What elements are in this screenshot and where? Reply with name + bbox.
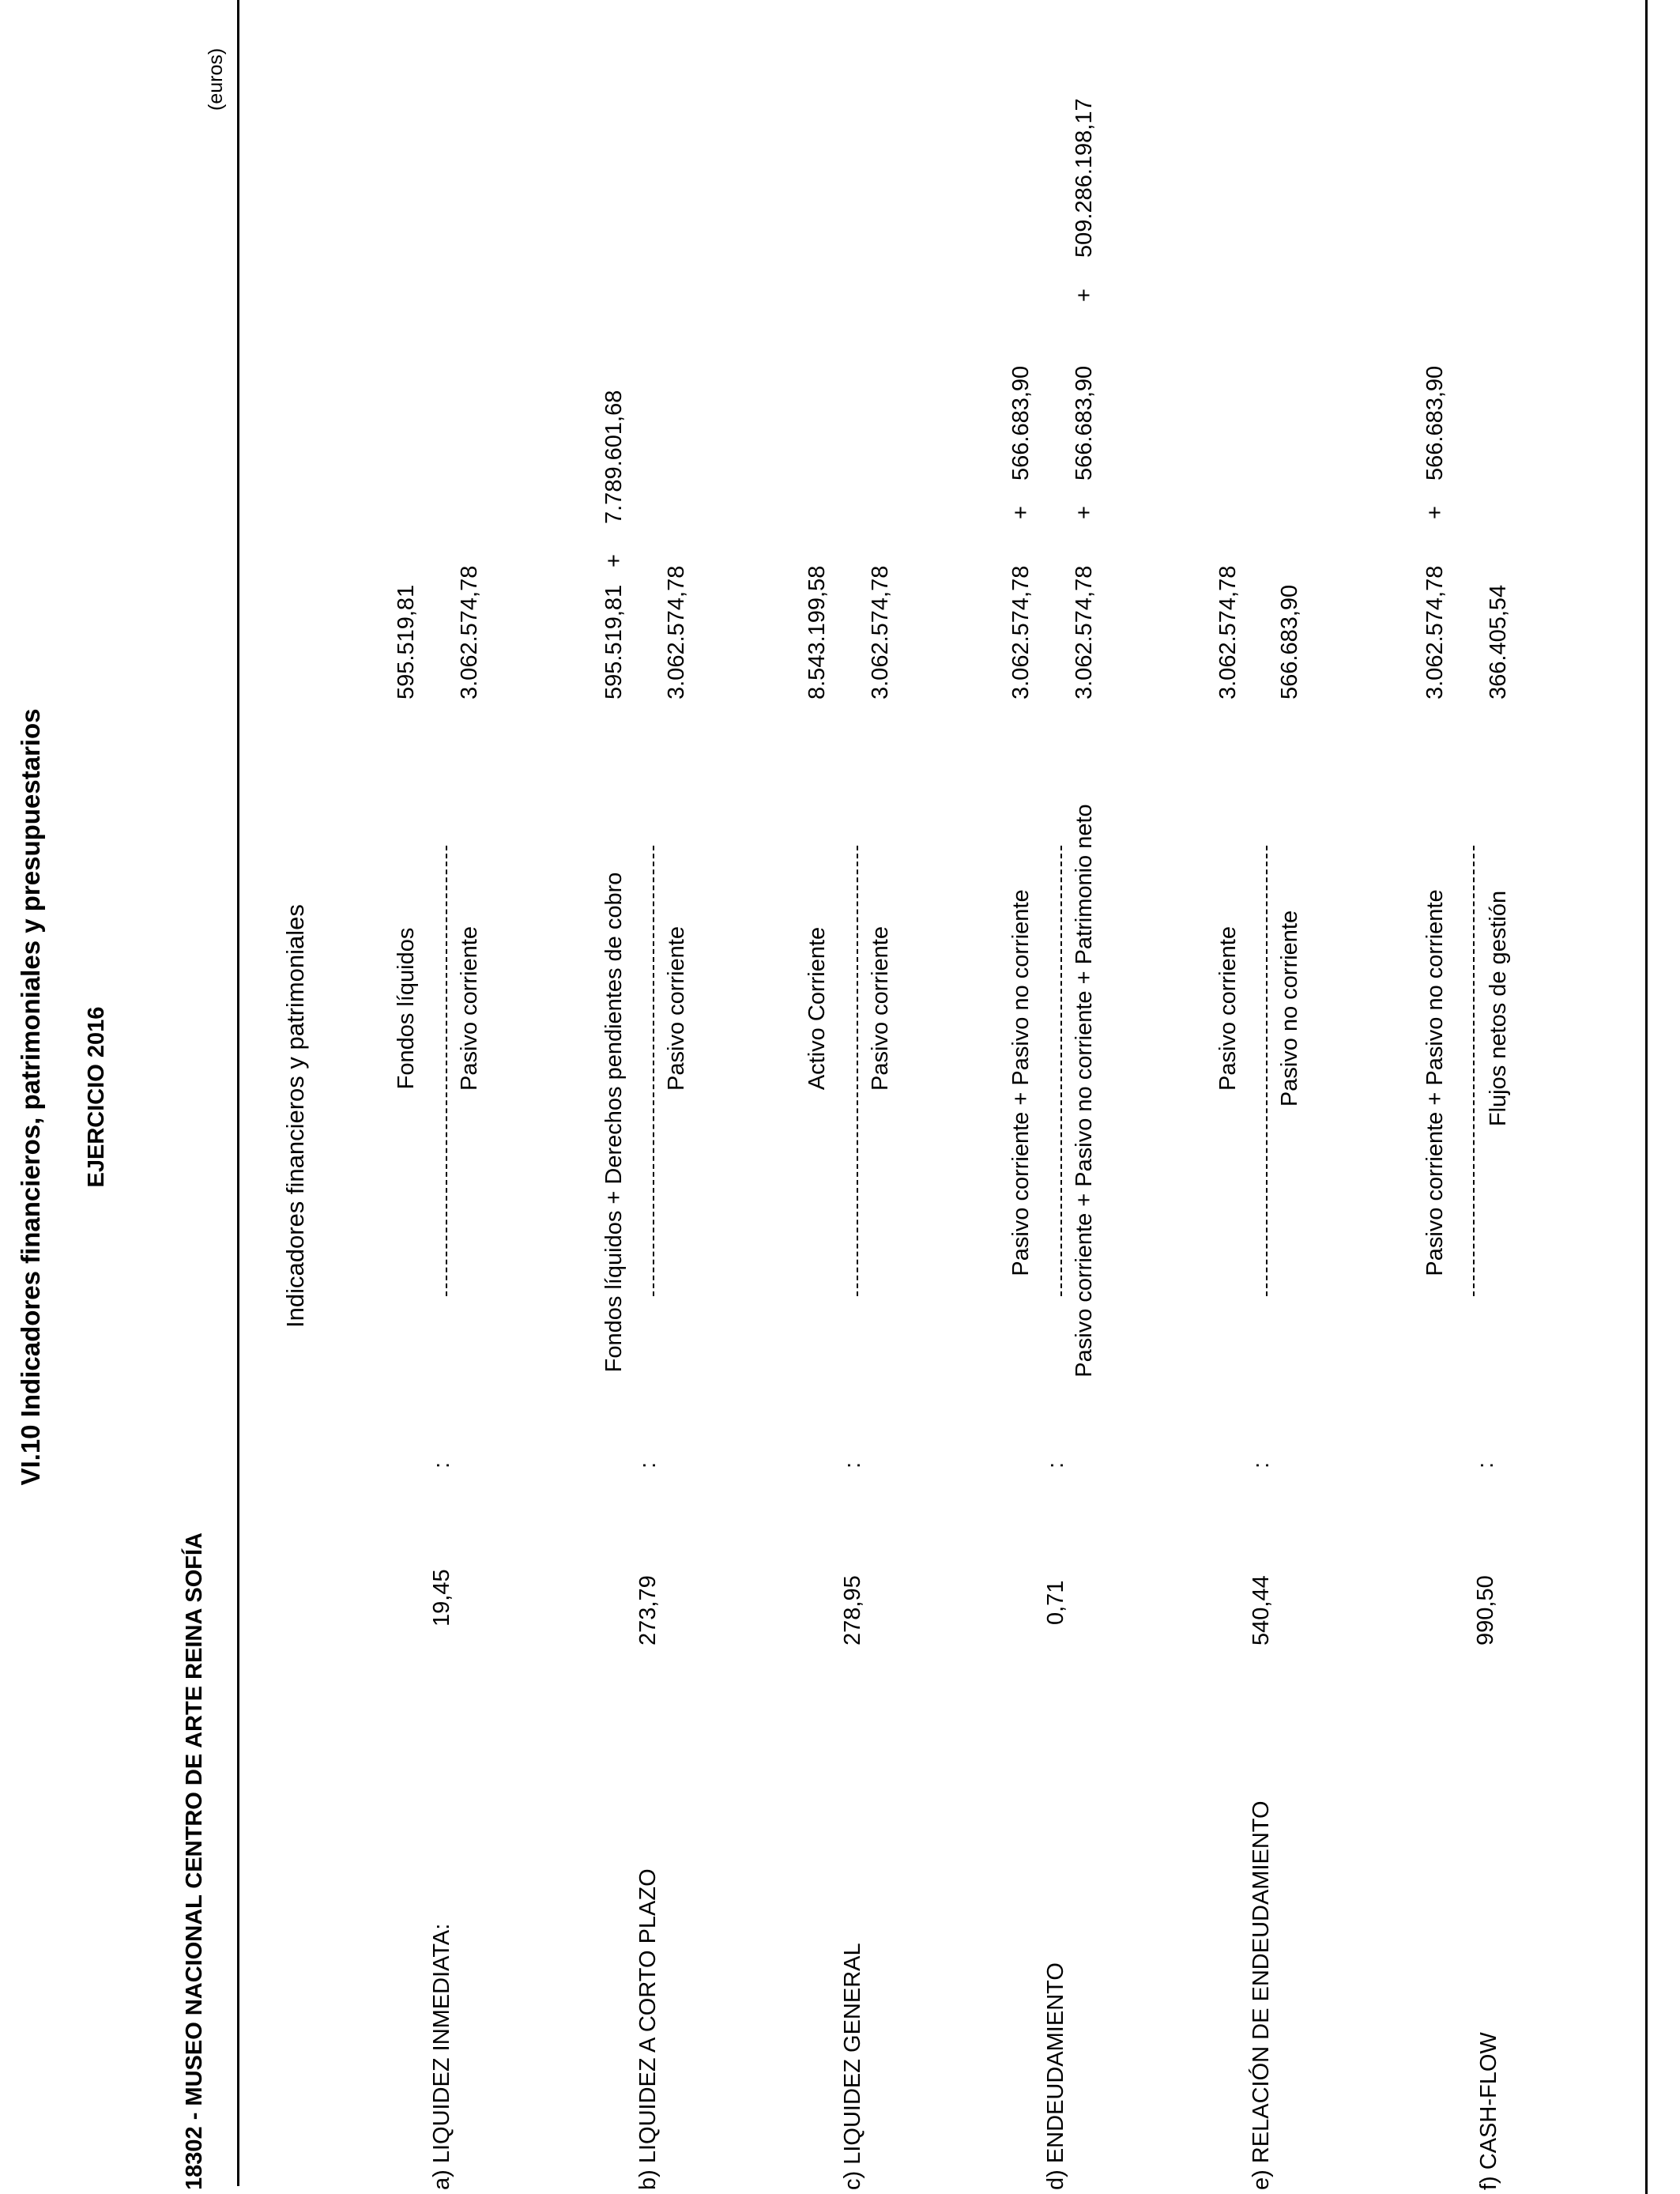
ratio-colon: : xyxy=(840,1461,865,1468)
indicator-label: d) ENDEUDAMIENTO xyxy=(1043,1962,1068,2190)
indicator-value: 273,79 xyxy=(635,1575,661,1646)
indicator-label: e) RELACIÓN DE ENDEUDAMIENTO xyxy=(1249,1800,1274,2190)
footer-rule xyxy=(1645,0,1648,2194)
ratio-denominator: Pasivo corriente + Pasivo no corriente + Patrimonio neto xyxy=(1072,804,1097,1378)
ratio-colon: : xyxy=(1043,1461,1068,1468)
denominator-value: 3.062.574,78 xyxy=(457,565,482,699)
ratio-colon: : xyxy=(635,1461,661,1468)
denominator-value: 3.062.574,78 xyxy=(1072,565,1097,699)
denominator-value: 3.062.574,78 xyxy=(664,565,689,699)
plus-sign: + xyxy=(1072,288,1097,302)
ratio-numerator: Pasivo corriente + Pasivo no corriente xyxy=(1008,889,1034,1276)
ratio-colon: : xyxy=(1249,1461,1274,1468)
plus-sign: + xyxy=(1008,506,1034,519)
indicator-label: a) LIQUIDEZ INMEDIATA: xyxy=(429,1923,454,2190)
numerator-value: 595.519,81 xyxy=(601,584,627,699)
ratio-colon: : xyxy=(429,1461,454,1468)
fraction-line xyxy=(446,846,447,1296)
ratio-numerator: Fondos líquidos xyxy=(394,927,419,1090)
fraction-line xyxy=(1266,846,1268,1296)
ratio-denominator: Flujos netos de gestión xyxy=(1486,890,1511,1127)
indicator-value: 540,44 xyxy=(1249,1575,1274,1646)
header-rule xyxy=(237,0,239,2186)
numerator-value: 566.683,90 xyxy=(1422,365,1448,481)
fraction-line xyxy=(653,846,654,1296)
numerator-value: 566.683,90 xyxy=(1008,365,1034,481)
denominator-value: 366.405,54 xyxy=(1486,584,1511,699)
indicator-label: f) CASH-FLOW xyxy=(1476,2032,1501,2190)
indicator-label: b) LIQUIDEZ A CORTO PLAZO xyxy=(635,1868,661,2190)
fraction-line xyxy=(1473,846,1475,1296)
plus-sign: + xyxy=(1072,506,1097,519)
numerator-value: 3.062.574,78 xyxy=(1008,565,1034,699)
indicator-label: c) LIQUIDEZ GENERAL xyxy=(840,1943,865,2190)
ratio-denominator: Pasivo corriente xyxy=(868,926,893,1091)
indicator-value: 19,45 xyxy=(429,1569,454,1627)
ratio-denominator: Pasivo corriente xyxy=(664,926,689,1091)
numerator-value: 7.789.601,68 xyxy=(601,390,627,524)
exercise-year: EJERCICIO 2016 xyxy=(84,1006,109,1188)
numerator-value: 3.062.574,78 xyxy=(1215,565,1241,699)
indicator-value: 0,71 xyxy=(1043,1580,1068,1625)
ratio-denominator: Pasivo no corriente xyxy=(1277,910,1302,1107)
ratio-denominator: Pasivo corriente xyxy=(457,926,482,1091)
ratio-numerator: Pasivo corriente xyxy=(1215,926,1241,1091)
indicator-value: 278,95 xyxy=(840,1575,865,1646)
fraction-line xyxy=(1060,846,1062,1296)
ratio-numerator: Pasivo corriente + Pasivo no corriente xyxy=(1422,889,1448,1276)
report-title: VI.10 Indicadores financieros, patrimoniales y presupuestarios xyxy=(16,708,45,1486)
fraction-line xyxy=(857,846,858,1296)
plus-sign: + xyxy=(601,554,627,567)
plus-sign: + xyxy=(1422,506,1448,519)
ratio-numerator: Fondos líquidos + Derechos pendientes de cobro xyxy=(601,872,627,1373)
entity-name: 18302 - MUSEO NACIONAL CENTRO DE ARTE REINA SOFÍA xyxy=(182,1532,207,2190)
numerator-value: 8.543.199,58 xyxy=(804,565,830,699)
numerator-value: 3.062.574,78 xyxy=(1422,565,1448,699)
denominator-value: 566.683,90 xyxy=(1277,584,1302,699)
ratio-numerator: Activo Corriente xyxy=(804,926,830,1091)
units-note: (euros) xyxy=(205,47,227,111)
denominator-value: 3.062.574,78 xyxy=(868,565,893,699)
section-title: Indicadores financieros y patrimoniales xyxy=(281,904,309,1328)
indicator-value: 990,50 xyxy=(1473,1575,1498,1646)
denominator-value: 566.683,90 xyxy=(1072,365,1097,481)
ratio-colon: : xyxy=(1473,1461,1498,1468)
numerator-value: 595.519,81 xyxy=(394,584,419,699)
denominator-value: 509.286.198,17 xyxy=(1072,98,1097,258)
